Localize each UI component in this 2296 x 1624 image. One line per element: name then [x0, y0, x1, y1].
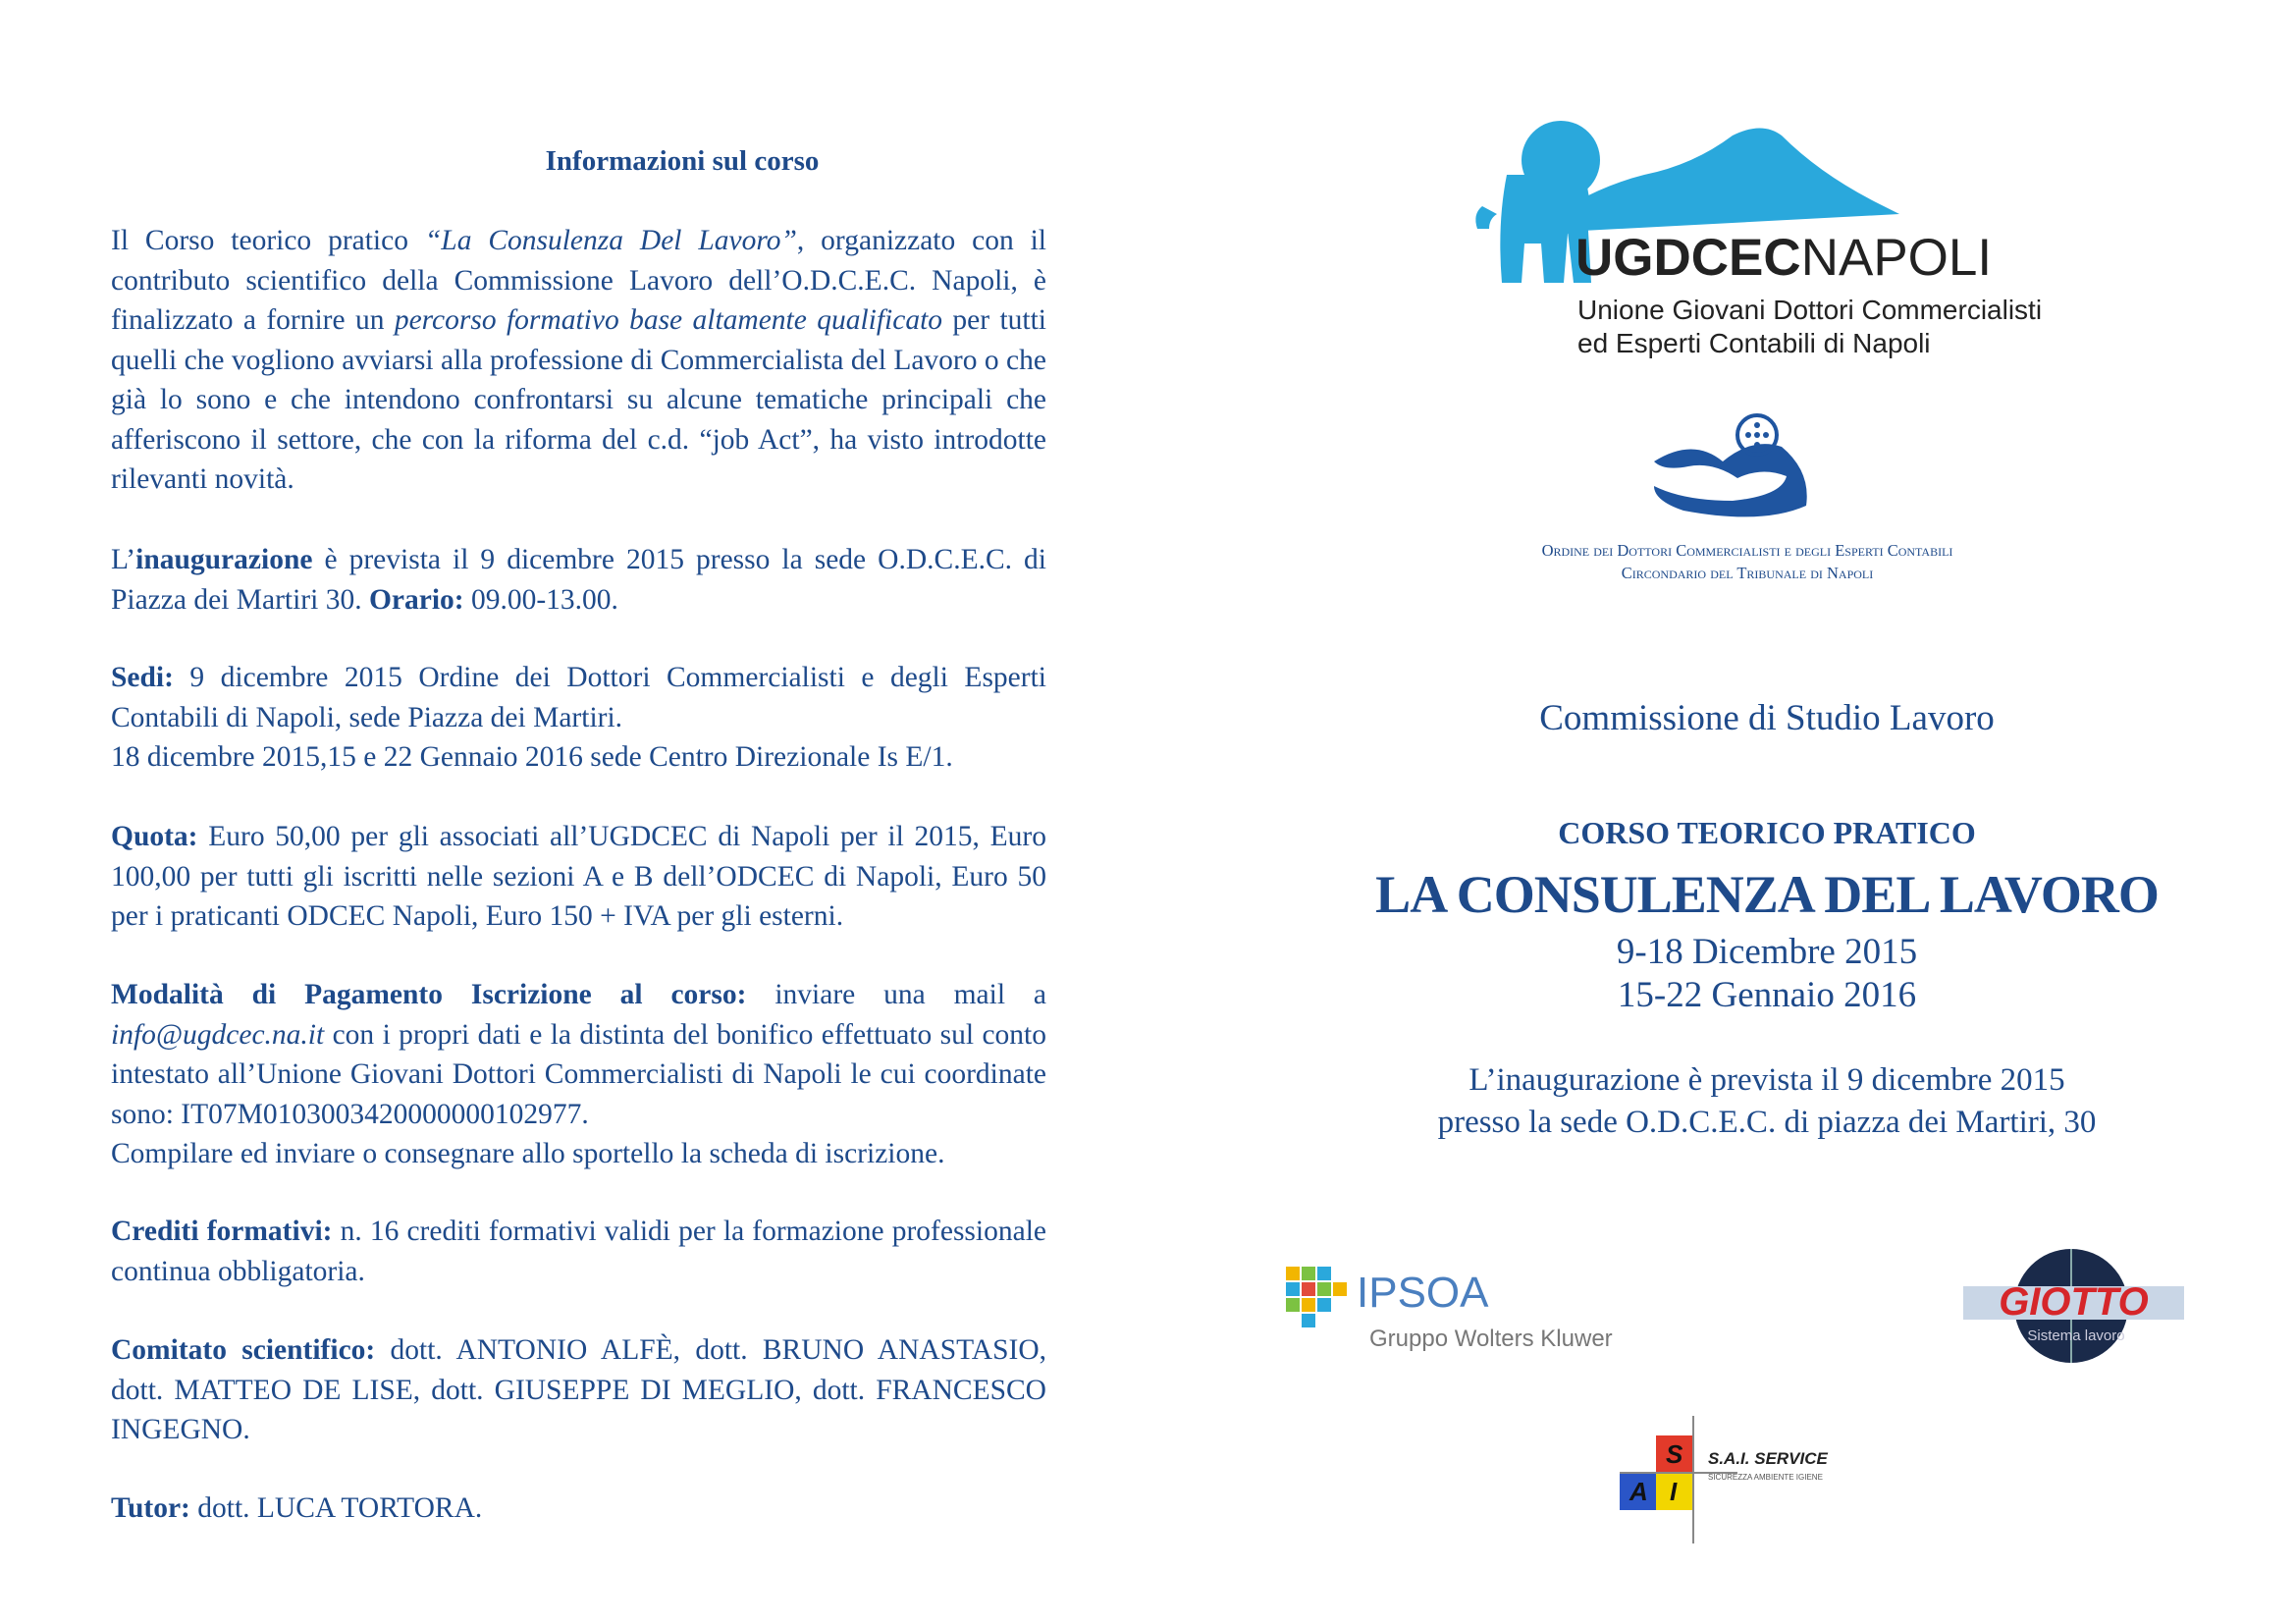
odcec-line1: Ordine dei Dottori Commercialisti e degli Esperti Contabili	[1541, 541, 1953, 560]
ipsoa-sub: Gruppo Wolters Kluwer	[1369, 1326, 1613, 1352]
ipsoa-logo	[1286, 1257, 1659, 1375]
crediti-paragraph: Crediti formativi: n. 16 crediti formativi validi per la formazione professionale continua obbligatoria.	[111, 1216, 1046, 1287]
ugdcec-line1: Unione Giovani Dottori Commercialisti	[1577, 295, 2043, 325]
odcec-line2: Circondario del Tribunale di Napoli	[1621, 564, 1874, 582]
odcec-logo	[1644, 407, 1821, 530]
date-line-2: 15-22 Gennaio 2016	[1617, 975, 1917, 1015]
giotto-sub: Sistema lavoro	[2027, 1327, 2125, 1344]
pagamento-paragraph: Modalità di Pagamento Iscrizione al corso: inviare una mail a info@ugdcec.na.it con i propri dati e la distinta del bonifico effettuato sul conto intestato all’Unione Giovani Dottori Commercialisti di Napoli le cui coordinate sono: IT07M0103003420000000102977. Compilare ed inviare o consegnare allo sportello la scheda di iscrizione.	[111, 979, 1046, 1169]
comitato-paragraph: Comitato scientifico: dott. ANTONIO ALFÈ, dott. BRUNO ANASTASIO, dott. MATTEO DE LISE, dott. GIUSEPPE DI MEGLIO, dott. FRANCESCO INGEGNO.	[111, 1334, 1046, 1445]
ugdcec-line2: ed Esperti Contabili di Napoli	[1577, 328, 1931, 358]
sai-letter-i: I	[1670, 1477, 1678, 1506]
sai-tagline: SICUREZZA AMBIENTE IGIENE	[1708, 1473, 1823, 1482]
corso-subtitle: CORSO TEORICO PRATICO	[1558, 815, 1976, 850]
course-emphasis: percorso formativo base altamente qualificato	[394, 304, 943, 336]
sai-logo	[1620, 1416, 1875, 1543]
info-title: Informazioni sul corso	[545, 145, 820, 177]
ugdcec-brand: UGDCECNAPOLI	[1575, 229, 1993, 287]
date-line-1: 9-18 Dicembre 2015	[1616, 932, 1918, 972]
quota-paragraph: Quota: Euro 50,00 per gli associati all’UGDCEC di Napoli per il 2015, Euro 100,00 per tutti gli iscritti nelle sezioni A e B dell’ODCEC di Napoli, Euro 50 per i praticanti ODCEC Napoli, Euro 150 + IVA per gli esterni.	[111, 821, 1046, 932]
sai-name: S.A.I. SERVICE	[1708, 1449, 1828, 1468]
inaugurazione-line-1: L’inaugurazione è prevista il 9 dicembre 2015	[1468, 1062, 2065, 1098]
tutor-paragraph: Tutor: dott. LUCA TORTORA.	[111, 1492, 483, 1524]
ipsoa-name: IPSOA	[1357, 1269, 1489, 1317]
email-link[interactable]: info@ugdcec.na.it	[111, 1018, 325, 1051]
corso-title: LA CONSULENZA DEL LAVORO	[1375, 865, 2159, 924]
inaugurazione-line-2: presso la sede O.D.C.E.C. di piazza dei Martiri, 30	[1437, 1105, 2097, 1140]
sai-letter-s: S	[1666, 1439, 1683, 1469]
sedi-paragraph: Sedi: 9 dicembre 2015 Ordine dei Dottori Commercialisti e degli Esperti Contabili di Napoli, sede Piazza dei Martiri. 18 dicembre 2015,15 e 22 Gennaio 2016 sede Centro Direzionale Is E/1.	[111, 662, 1046, 773]
wave-icon	[1654, 444, 1807, 516]
giotto-logo	[1963, 1245, 2199, 1368]
commissione-title: Commissione di Studio Lavoro	[1539, 698, 1995, 738]
course-name: “La Consulenza Del Lavoro”	[424, 225, 797, 256]
intro-paragraph: Il Corso teorico pratico “La Consulenza Del Lavoro”, organizzato con il contributo scientifico della Commissione Lavoro dell’O.D.C.E.C. Napoli, è finalizzato a fornire un percorso formativo base altamente qualificato per tutti quelli che vogliono avviarsi alla professione di Commercialista del Lavoro o che già lo sono e che intendono confrontarsi su alcune tematiche principali che afferiscono il settore, che con la riforma del c.d. “job Act”, ha visto introdotte rilevanti novità.	[111, 225, 1047, 495]
giotto-name: GIOTTO	[1999, 1280, 2149, 1324]
sai-letter-a: A	[1629, 1477, 1648, 1506]
inaugurazione-paragraph: L’inaugurazione è prevista il 9 dicembre 2015 presso la sede O.D.C.E.C. di Piazza dei Martiri 30. Orario: 09.00-13.00.	[111, 544, 1046, 616]
ipsoa-mosaic-icon	[1286, 1267, 1347, 1327]
